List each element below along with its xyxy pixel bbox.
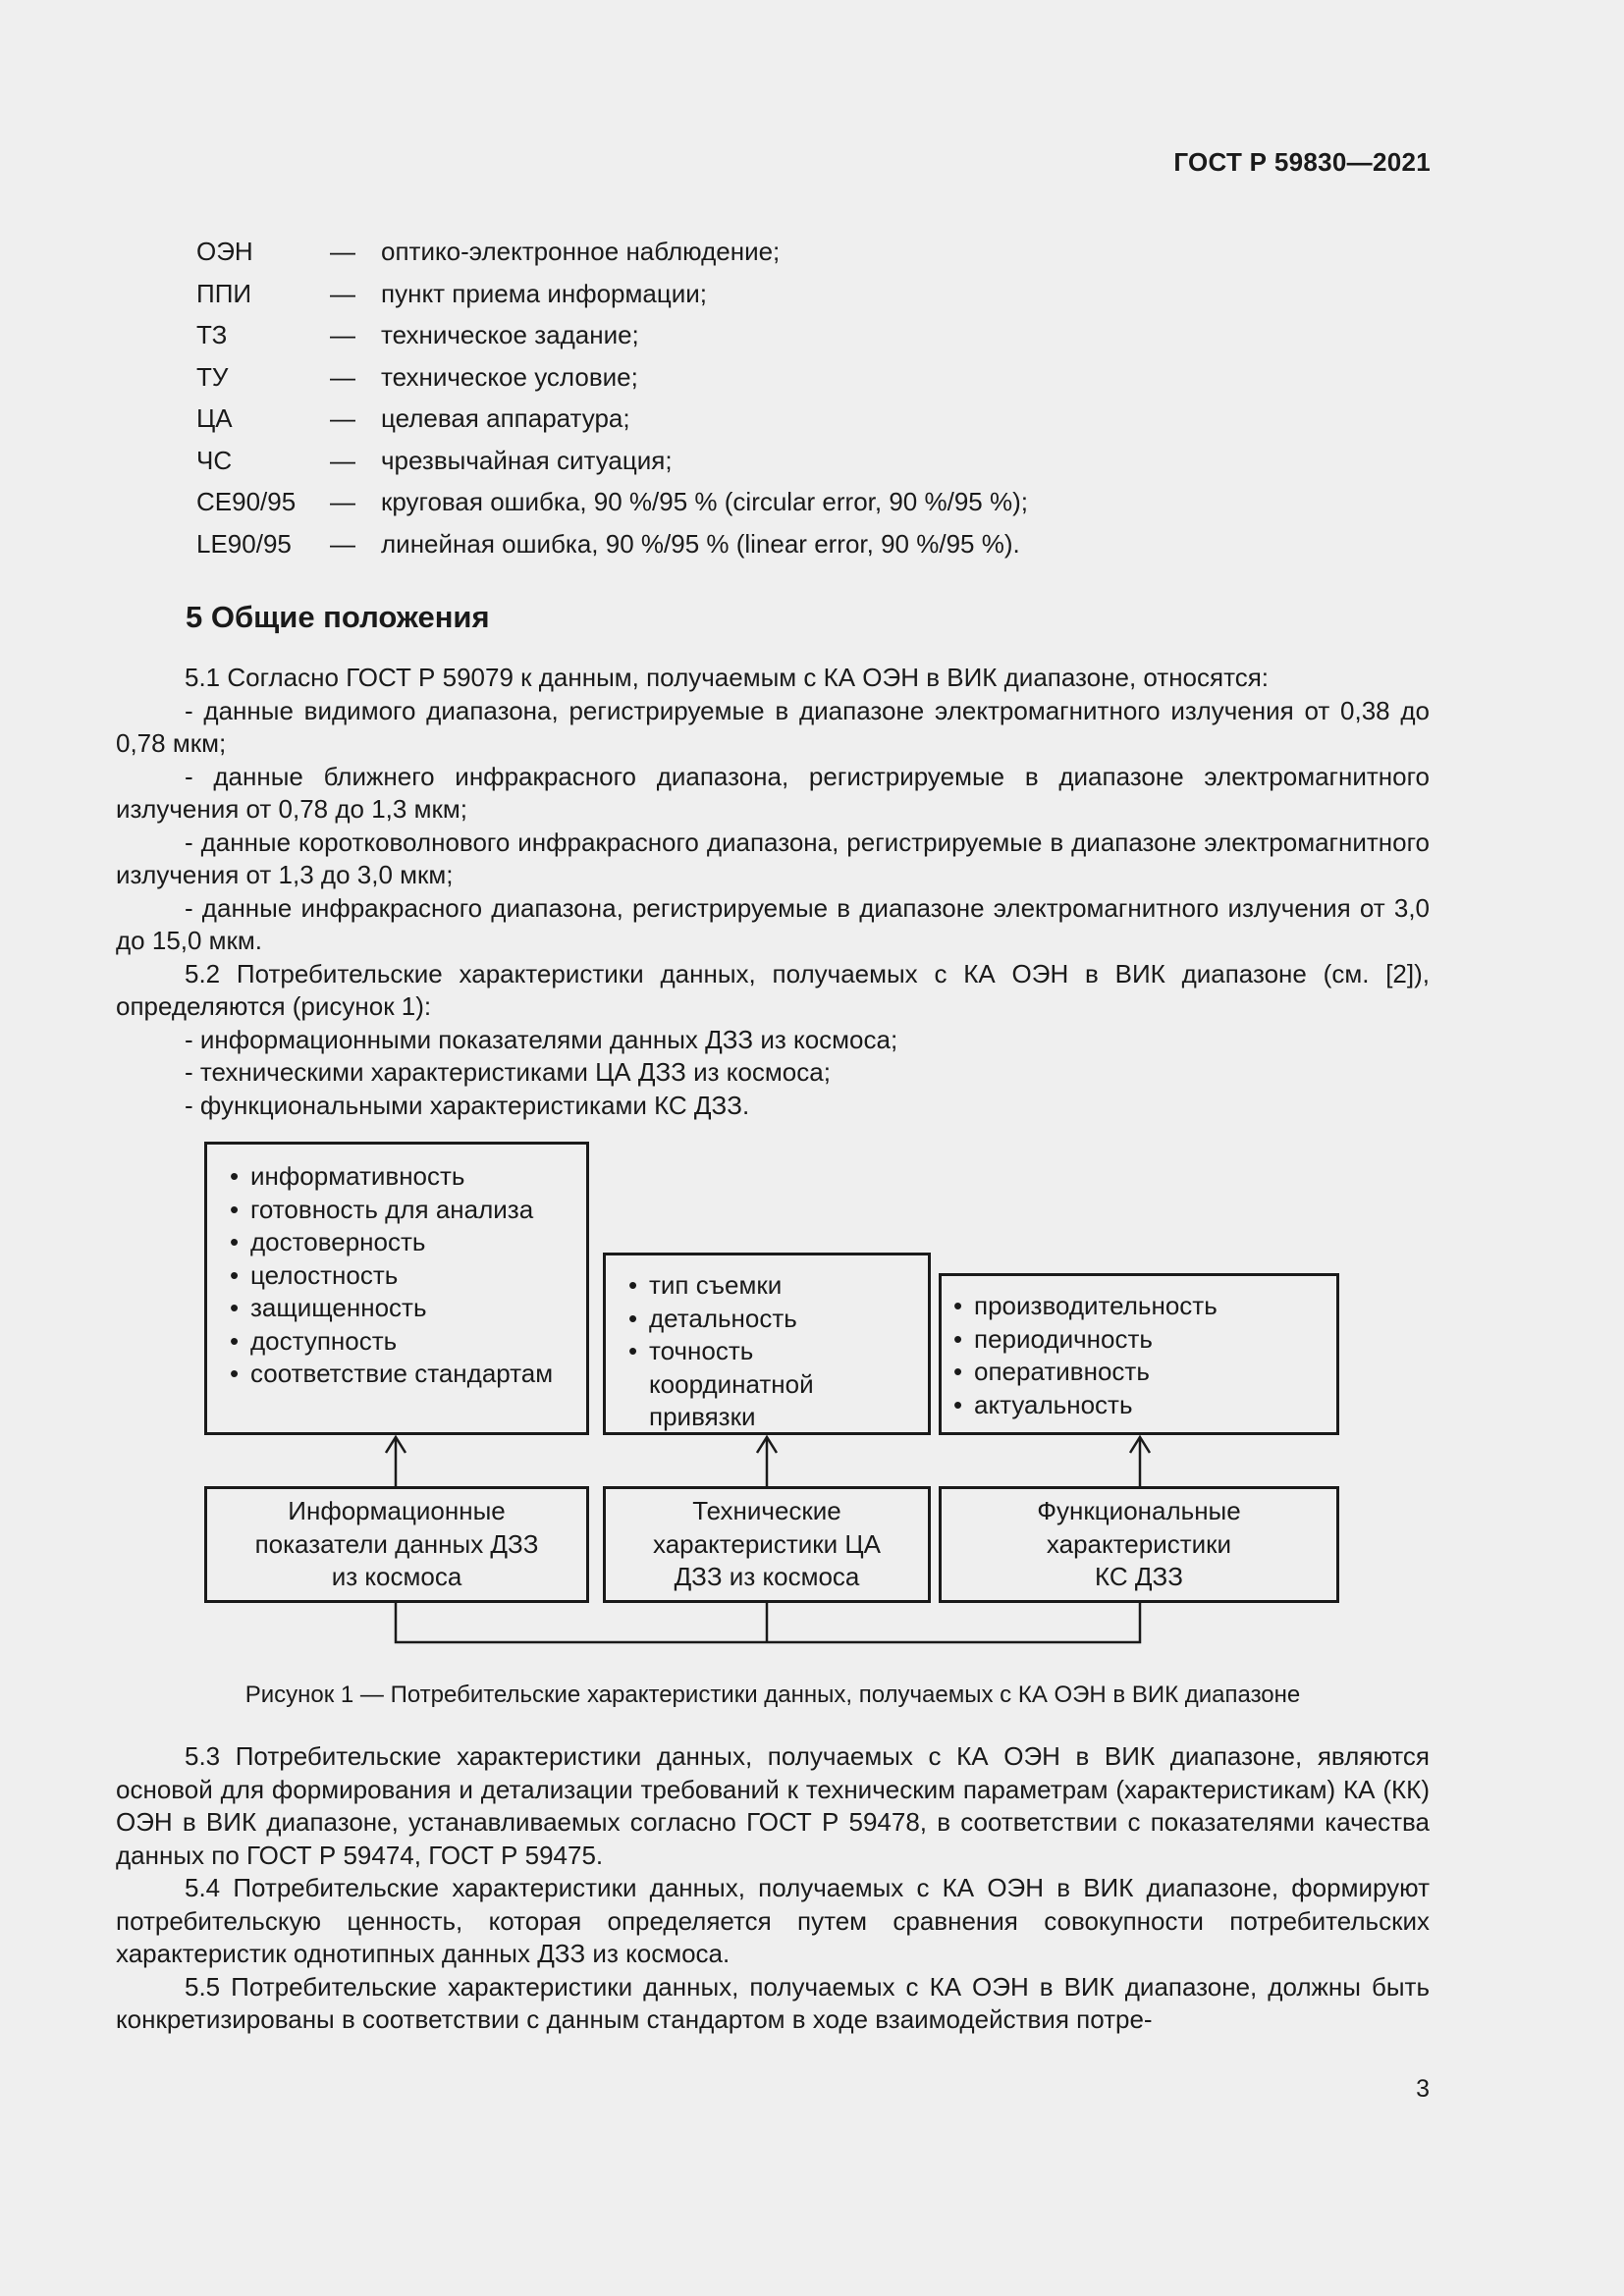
figure-list-item-text: готовность для анализа — [250, 1194, 534, 1224]
bullet-icon: • — [953, 1389, 963, 1419]
figure-list-item-text: информативность — [250, 1161, 465, 1191]
body-text-before-figure — [116, 662, 1430, 1122]
abbreviation-row — [196, 486, 1178, 528]
figure-list-item — [227, 1160, 576, 1194]
figure-caption: Рисунок 1 — Потребительские характеристики данных, получаемых с КА ОЭН в ВИК диапазоне — [244, 1682, 1301, 1708]
figure-list-item — [227, 1325, 576, 1359]
bullet-icon: • — [230, 1227, 240, 1256]
paragraph: - функциональными характеристиками КС ДЗЗ. — [185, 1090, 750, 1120]
figure-list-item-text: оперативность — [974, 1357, 1150, 1386]
abbreviation-term: LE90/95 — [196, 528, 292, 559]
abbreviation-dash: — — [330, 528, 355, 559]
figure-list-item — [227, 1259, 576, 1293]
paragraph: - данные видимого диапазона, регистрируемые в диапазоне электромагнитного излучения от 0,38 до 0,78 мкм; — [116, 695, 1430, 758]
bullet-icon: • — [230, 1161, 240, 1191]
abbreviation-row — [196, 278, 1178, 320]
figure-top-box-informational — [204, 1142, 589, 1435]
figure-list-item-text: доступность — [250, 1325, 398, 1356]
bullet-icon: • — [628, 1270, 638, 1300]
abbreviation-definition: пункт приема информации; — [381, 278, 708, 308]
paragraph: 5.3 Потребительские характеристики данных, получаемых с КА ОЭН в ВИК диапазоне, являются основой для формирования и детализации требований к техническим параметрам (характеристикам) КА (КК) ОЭН в ВИК диапазоне, устанавливаемых согласно ГОСТ Р 59478, в соответствии с показателями качества данных по ГОСТ Р 59474, ГОСТ Р 59475. — [116, 1741, 1430, 1870]
abbreviation-definition: техническое условие; — [381, 361, 638, 392]
figure-list-item-text: соответствие стандартам — [250, 1359, 554, 1388]
abbreviation-term: CE90/95 — [196, 487, 297, 516]
paragraph: 5.2 Потребительские характеристики данных, получаемых с КА ОЭН в ВИК диапазоне (см. [2]), определяются (рисунок 1): — [116, 958, 1430, 1021]
bullet-icon: • — [953, 1291, 963, 1320]
abbreviation-dash: — — [330, 403, 355, 433]
figure-list-item-text: тип съемки — [649, 1270, 783, 1300]
paragraph: - данные ближнего инфракрасного диапазона, регистрируемые в диапазоне электромагнитного излучения от 0,78 до 1,3 мкм; — [116, 761, 1430, 824]
abbreviation-dash: — — [330, 361, 355, 392]
figure-top-box-technical — [603, 1253, 931, 1435]
abbreviation-row — [196, 319, 1178, 361]
figure-top-box-functional — [939, 1273, 1339, 1435]
abbreviation-term: ЧС — [196, 445, 233, 475]
abbreviation-definition: круговая ошибка, 90 %/95 % (circular error, 90 %/95 %); — [381, 487, 1028, 516]
abbreviation-row — [196, 402, 1178, 445]
figure-box-label-line: характеристики — [1046, 1528, 1232, 1559]
abbreviation-dash: — — [330, 445, 355, 475]
abbreviation-definition: техническое задание; — [381, 320, 639, 349]
figure-list-item-text: актуальность — [974, 1389, 1133, 1419]
figure-box-label-line: из космоса — [331, 1562, 462, 1592]
page-number: 3 — [1416, 2075, 1430, 2103]
bullet-icon: • — [230, 1293, 240, 1322]
figure-list-item-text: защищенность — [250, 1293, 427, 1322]
abbreviation-dash: — — [330, 320, 355, 349]
abbreviation-term: ППИ — [196, 278, 252, 308]
bottom-bracket — [396, 1603, 1140, 1642]
figure-box-label-line: показатели данных ДЗЗ — [254, 1528, 539, 1559]
arrowhead-functional-icon — [1130, 1437, 1150, 1453]
figure-list-item — [227, 1358, 576, 1391]
figure-list-item — [625, 1303, 918, 1336]
abbreviation-dash: — — [330, 278, 355, 308]
paragraph: 5.1 Согласно ГОСТ Р 59079 к данным, получаемым с КА ОЭН в ВИК диапазоне, относятся: — [185, 663, 1270, 692]
page-header: ГОСТ Р 59830—2021 — [1173, 147, 1431, 177]
bullet-icon: • — [628, 1336, 638, 1365]
bullet-icon: • — [628, 1303, 638, 1333]
figure-list-item-text: целостность — [250, 1259, 399, 1290]
paragraph: 5.5 Потребительские характеристики данных, получаемых с КА ОЭН в ВИК диапазоне, должны быть конкретизированы в соответствии с данным стандартом в ходе взаимодействия потре- — [116, 1971, 1430, 2034]
figure-list-item-text: периодичность — [974, 1323, 1153, 1354]
bullet-icon: • — [230, 1325, 240, 1356]
figure-list-item-text: детальность — [649, 1303, 797, 1333]
section-title: 5 Общие положения — [186, 600, 490, 634]
abbreviation-list — [196, 236, 1178, 569]
figure-list-item — [950, 1323, 1326, 1357]
figure-bottom-box-informational — [204, 1486, 589, 1603]
figure-bottom-box-technical — [603, 1486, 931, 1603]
paragraph: - данные инфракрасного диапазона, регистрируемые в диапазоне электромагнитного излучения от 3,0 до 15,0 мкм. — [116, 892, 1430, 955]
figure-list-item — [950, 1389, 1326, 1422]
figure-list-item-text: достоверность — [250, 1227, 426, 1256]
figure-list-item-text: производительность — [974, 1291, 1218, 1320]
abbreviation-row — [196, 236, 1178, 278]
abbreviation-row — [196, 361, 1178, 403]
figure-list-item — [227, 1226, 576, 1259]
figure-box-label-line: Технические — [692, 1496, 841, 1526]
bullet-icon: • — [230, 1359, 240, 1388]
bullet-icon: • — [953, 1323, 963, 1354]
figure-list-item — [625, 1335, 918, 1434]
figure-list-item — [227, 1194, 576, 1227]
abbreviation-definition: линейная ошибка, 90 %/95 % (linear error, 90 %/95 %). — [381, 528, 1020, 559]
abbreviation-term: ТЗ — [196, 320, 228, 349]
abbreviation-definition: целевая аппаратура; — [381, 403, 630, 433]
figure-bottom-box-functional — [939, 1486, 1339, 1603]
arrowhead-informational-icon — [386, 1437, 406, 1453]
bullet-icon: • — [230, 1194, 240, 1224]
abbreviation-definition: оптико-электронное наблюдение; — [381, 237, 781, 266]
figure-list-item — [227, 1292, 576, 1325]
abbreviation-definition: чрезвычайная ситуация; — [381, 445, 673, 475]
body-text-after-figure — [116, 1740, 1430, 2037]
paragraph: - данные коротковолнового инфракрасного диапазона, регистрируемые в диапазоне электромагнитного излучения от 1,3 до 3,0 мкм; — [116, 827, 1430, 889]
figure-box-label-line: КС ДЗЗ — [1095, 1562, 1183, 1592]
abbreviation-dash: — — [330, 237, 355, 266]
abbreviation-term: ТУ — [196, 361, 229, 392]
abbreviation-row — [196, 528, 1178, 570]
figure-list-item-text: точность координатной привязки — [649, 1336, 814, 1431]
bullet-icon: • — [230, 1259, 240, 1290]
figure-box-label-line: Информационные — [288, 1496, 506, 1526]
paragraph: 5.4 Потребительские характеристики данных, получаемых с КА ОЭН в ВИК диапазоне, формируют потребительскую ценность, которая определяется путем сравнения совокупности потребительских характеристик однотипных данных ДЗЗ из космоса. — [116, 1873, 1430, 1968]
arrowhead-technical-icon — [757, 1437, 777, 1453]
paragraph: - информационными показателями данных ДЗЗ из космоса; — [185, 1024, 898, 1054]
abbreviation-row — [196, 445, 1178, 487]
figure-box-label-line: Функциональные — [1037, 1496, 1241, 1526]
paragraph: - техническими характеристиками ЦА ДЗЗ из космоса; — [185, 1057, 831, 1087]
figure-list-item — [950, 1356, 1326, 1389]
abbreviation-term: ЦА — [196, 403, 233, 433]
figure-box-label-line: характеристики ЦА — [653, 1528, 881, 1559]
figure-list-item — [625, 1269, 918, 1303]
bullet-icon: • — [953, 1357, 963, 1386]
abbreviation-term: ОЭН — [196, 237, 253, 266]
figure-box-label-line: ДЗЗ из космоса — [674, 1562, 860, 1592]
abbreviation-dash: — — [330, 487, 355, 516]
figure-list-item — [950, 1290, 1326, 1323]
